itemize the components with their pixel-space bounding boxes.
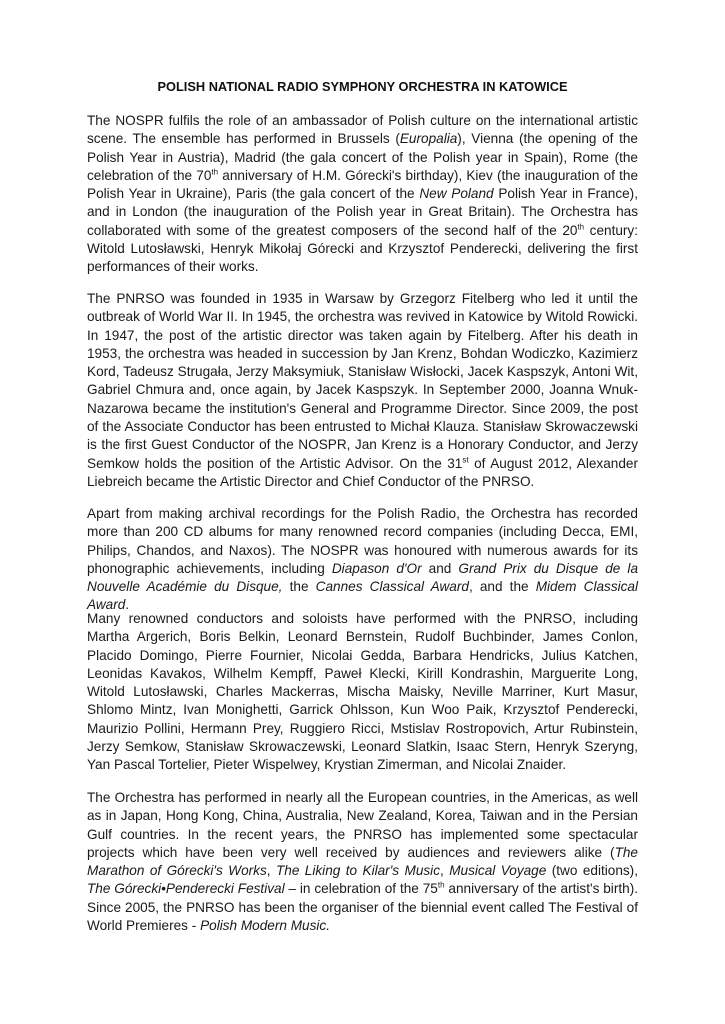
p2-text: of August 2012, Alexander Liebreich became the Artistic Director and Chief Conductor of the PNRSO. [87,455,638,489]
p5-text: anniversary of the artist's birth). Since 2005, the PNRSO has been the organiser of the biennial event called The Festival of World Premieres - [87,881,638,934]
p5-superscript: th [437,880,445,890]
p5-italic-marathon: The Marathon of Górecki's Works [87,844,638,879]
paragraph-history [87,290,638,491]
p3-italic-midem: Midem Classical Award [87,579,639,613]
p2-superscript: st [462,455,469,465]
p3-italic-grand-prix: Grand Prix du Disque de la Nouvelle Académie du Disque, [87,560,639,595]
p5-italic-polish-modern-music: Polish Modern Music. [200,918,331,934]
p5-text: – in celebration of the 75 [284,881,438,897]
p2-text: The PNRSO was founded in 1935 in Warsaw by Grzegorz Fitelberg who led it until the outbreak of World War II. In 1945, the orchestra was revived in Katowice by Witold Rowicki. In 1947, the post of the artistic director was taken again by Fitelberg. After his death in 1953, the orchestra was headed in succession by Jan Krenz, Bohdan Wodiczko, Kazimierz Kord, Tadeusz Strugała, Jerzy Maksymiuk, Stanisław Wisłocki, Jacek Kaspszyk, Antoni Wit, Gabriel Chmura and, once again, by Jacek Kaspszyk. In September 2000, Joanna Wnuk-Nazarowa became the institution's General and Programme Director. Since 2009, the post of the Associate Conductor has been entrusted to Michał Klauza. Stanisław Skrowaczewski is the first Guest Conductor of the NOSPR, Jan Krenz is a Honorary Conductor, and Jerzy Semkow holds the position of the Artistic Advisor. On the 31 [87,291,638,471]
p5-text: , [440,863,450,879]
p1-text: ), Vienna (the opening of the Polish Year in Austria), Madrid (the gala concert of the Polish year in Spain), Rome (the celebration of the 70 [87,131,638,183]
p3-italic-diapason: Diapason d'Or [331,560,422,576]
p3-text: the [282,579,316,595]
p3-text: Apart from making archival recordings for the Polish Radio, the Orchestra has recorded more than 200 CD albums for many renowned record companies (including Decca, EMI, Philips, Chandos, and Naxos). The NOSPR was honoured with numerous awards for its phonographic achievements, including [87,506,638,576]
p5-italic-musical-voyage: Musical Voyage [449,863,547,879]
paragraph-tours [87,789,638,935]
p3-text: , and the [468,579,536,595]
p1-superscript: th [577,222,585,232]
paragraph-recordings [87,505,638,615]
p5-italic-kilar: The Liking to Kilar's Music [275,863,440,879]
paragraph-performers [87,610,638,775]
p3-text: . [125,597,130,613]
paragraph-ambassador [87,112,638,277]
p5-text: , [266,863,276,879]
p1-text: century: Witold Lutosławski, Henryk Mikołaj Górecki and Krzysztof Penderecki, delivering the first performances of their works. [87,222,639,275]
p5-text: The Orchestra has performed in nearly all the European countries, in the Americas, as well as in Japan, Hong Kong, China, Australia, New Zealand, Korea, Taiwan and in the Persian Gulf countries. In the recent years, the PNRSO has implemented some spectacular projects which have been very well received by audiences and reviewers alike ( [87,790,638,860]
p1-text: anniversary of H.M. Górecki's birthday), Kiev (the inauguration of the Polish Year in Ukraine), Paris (the gala concert of the [87,167,639,202]
p3-italic-cannes: Cannes Classical Award [315,579,469,595]
p5-text: (two editions), [546,863,638,879]
p3-text: and [421,560,459,576]
p1-text: The NOSPR fulfils the role of an ambassador of Polish culture on the international artistic scene. The ensemble has performed in Brussels ( [87,113,638,147]
document-title: POLISH NATIONAL RADIO SYMPHONY ORCHESTRA IN KATOWICE [157,79,568,94]
p1-italic-europalia: Europalia [399,131,458,147]
p1-superscript: th [211,167,219,177]
p5-italic-festival: The Górecki•Penderecki Festival [87,881,285,897]
p1-text: Polish Year in France), and in London (the inauguration of the Polish year in Great Britain). The Orchestra has collaborated with some of the greatest composers of the second half of the 20 [87,186,638,238]
p4-text: Many renowned conductors and soloists have performed with the PNRSO, including Martha Argerich, Boris Belkin, Leonard Bernstein, Rudolf Buchbinder, James Conlon, Placido Domingo, Pierre Fournier, Nicolai Gedda, Barbara Hendricks, Julius Katchen, Leonidas Kavakos, Wilhelm Kempff, Paweł Klecki, Kirill Kondrashin, Marguerite Long, Witold Lutosławski, Charles Mackerras, Mischa Maisky, Neville Marriner, Kurt Masur, Shlomo Mintz, Ivan Monighetti, Garrick Ohlsson, Kun Woo Paik, Krzysztof Penderecki, Maurizio Pollini, Hermann Prey, Ruggiero Ricci, Mstislav Rostropovich, Artur Rubinstein, Jerzy Semkow, Stanisław Skrowaczewski, Leonard Slatkin, Isaac Stern, Henryk Szeryng, Yan Pascal Tortelier, Pieter Wispelwey, Krystian Zimerman, and Nicolai Znaider. [87,611,638,773]
p1-italic-new-poland: New Poland [419,186,494,202]
